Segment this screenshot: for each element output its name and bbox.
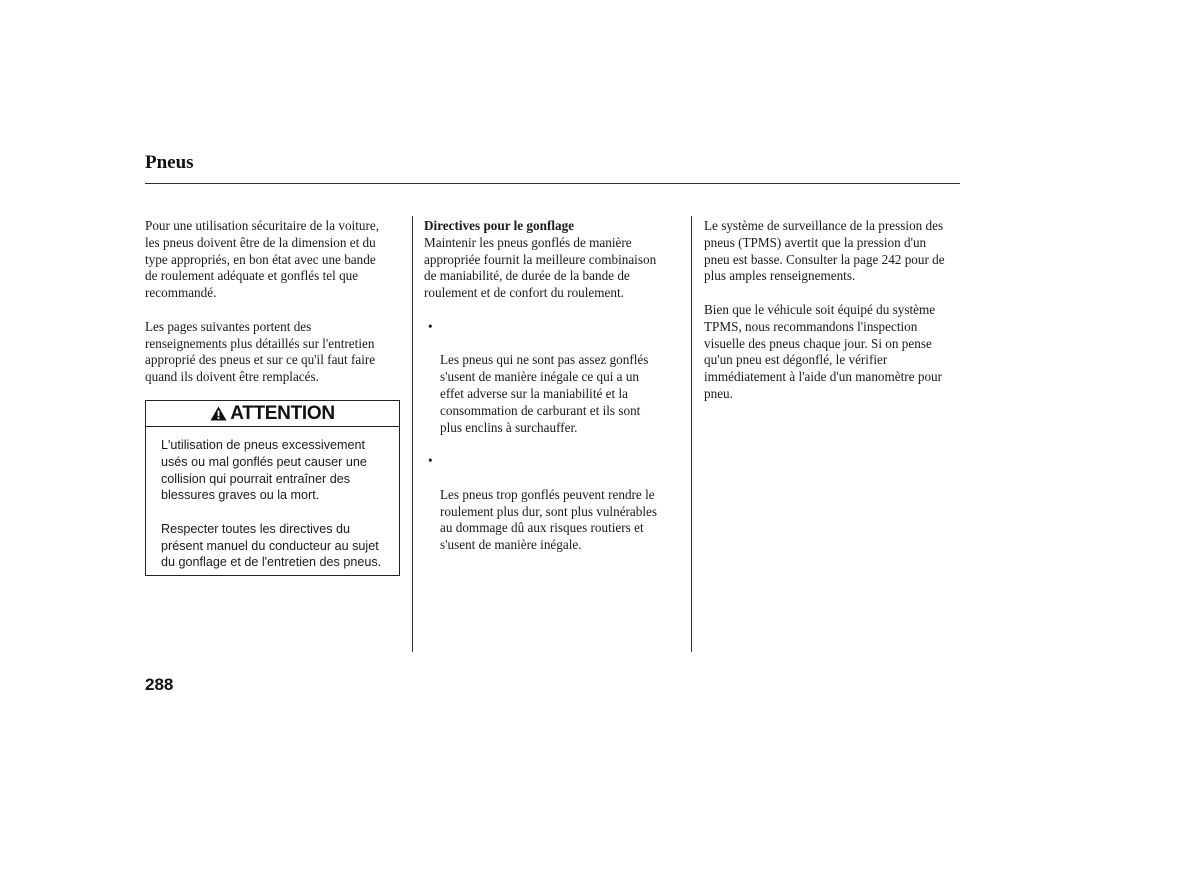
column-divider-2 <box>691 216 692 652</box>
attention-header <box>146 401 399 427</box>
inflation-intro: Maintenir les pneus gonflés de manière appropriée fournit la meilleure combinaison de maniabilité, de durée de la bande de roulement et de confort du roulement. <box>424 234 657 301</box>
page-number: 288 <box>145 675 174 694</box>
bullet-icon: • <box>428 318 433 334</box>
inspection-paragraph: Bien que le véhicule soit équipé du système TPMS, nous recommandons l'inspection visuelle des pneus chaque jour. Si on pense qu'un pneu est dégonflé, le vérifier immédiatement à l'aide d'un manomètre pour pneu. <box>704 301 943 401</box>
column-3 <box>704 218 966 420</box>
warning-triangle-icon <box>210 406 227 421</box>
bullet-icon: • <box>428 453 433 469</box>
list-item <box>424 319 686 437</box>
page-title: Pneus <box>145 152 194 173</box>
tpms-paragraph: Le système de surveillance de la pression des pneus (TPMS) avertit que la pression d'un pneu est basse. Consulter la page 242 pour de plus amples renseignements. <box>704 218 945 284</box>
inflation-subheading: Directives pour le gonflage <box>424 218 575 233</box>
column-2 <box>424 218 686 571</box>
list-item-text: Les pneus qui ne sont pas assez gonflés s'usent de manière inégale ce qui a un effet adverse sur la maniabilité et la consommation de carburant et ils sont plus enclins à surchauffer. <box>440 352 649 435</box>
attention-label: ATTENTION <box>230 402 335 424</box>
intro-paragraph: Pour une utilisation sécuritaire de la voiture, les pneus doivent être de la dimension et du type appropriés, en bon état avec une bande de roulement adéquate et gonflés tel que recommandé. <box>145 218 380 301</box>
attention-body <box>146 427 399 571</box>
list-item <box>424 453 686 554</box>
attention-paragraph-1: L'utilisation de pneus excessivement usés ou mal gonflés peut causer une collision qui pourrait entraîner des blessures graves ou la mort. <box>161 438 367 503</box>
attention-paragraph-2: Respecter toutes les directives du présent manuel du conducteur au sujet du gonflage et de l'entretien des pneus. <box>161 521 382 570</box>
details-paragraph: Les pages suivantes portent des renseignements plus détaillés sur l'entretien approprié des pneus et sur ce qu'il faut faire quand ils doivent être remplacés. <box>145 318 376 385</box>
list-item-text: Les pneus trop gonflés peuvent rendre le roulement plus dur, sont plus vulnérables au dommage dû aux risques routiers et s'usent de manière inégale. <box>440 486 658 553</box>
title-rule <box>145 183 960 184</box>
column-1 <box>145 218 405 403</box>
attention-box <box>145 400 400 576</box>
column-divider-1 <box>412 216 413 652</box>
